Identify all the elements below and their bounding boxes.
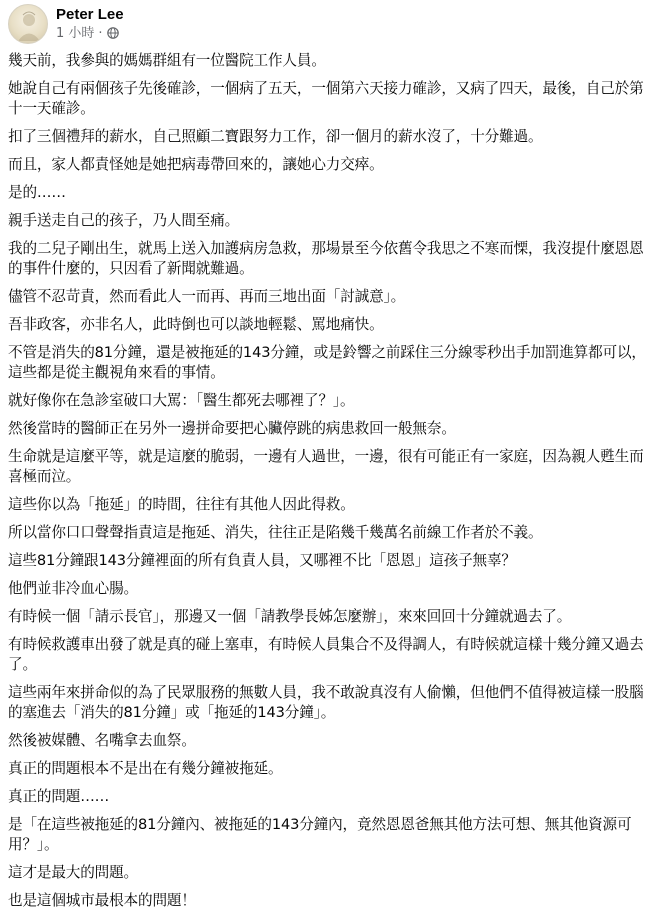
post-paragraph: 是「在這些被拖延的81分鐘內、被拖延的143分鐘內，竟然恩恩爸無其他方法可想、無其他資源可用？」。 <box>8 816 632 853</box>
post-paragraph: 不管是消失的81分鐘，還是被拖延的143分鐘，或是鈴響之前踩住三分線零秒出手加罰進算都可以，這些都是從主觀視角來看的事情。 <box>8 344 646 381</box>
author-name[interactable]: Peter Lee <box>56 5 124 23</box>
post-timestamp[interactable]: 1 小時 <box>56 25 95 41</box>
post-paragraph: 有時候一個「請示長官」，那邊又一個「請教學長姊怎麼辦」，來來回回十分鐘就過去了。 <box>8 608 572 625</box>
post-paragraph: 這些81分鐘跟143分鐘裡面的所有負責人員，又哪裡不比「恩恩」這孩子無辜？ <box>8 552 516 569</box>
meta-separator: · <box>98 25 103 41</box>
post-paragraph: 然後當時的醫師正在另外一邊拼命要把心臟停跳的病患救回一般無奈。 <box>8 420 456 437</box>
post-paragraph: 真正的問題根本不是出在有幾分鐘被拖延。 <box>8 760 283 777</box>
post-paragraph: 也是這個城市最根本的問題！ <box>8 892 196 909</box>
post-paragraph: 就好像你在急診室破口大罵：「醫生都死去哪裡了？」。 <box>8 392 355 409</box>
post-paragraph: 儘管不忍苛責，然而看此人一而再、再而三地出面「討誠意」。 <box>8 288 406 305</box>
post-paragraph: 生命就是這麼平等，就是這麼的脆弱，一邊有人過世，一邊，很有可能正有一家庭，因為親人甦生而喜極而泣。 <box>8 448 644 485</box>
post-paragraph: 這才是最大的問題。 <box>8 864 138 881</box>
post-paragraph: 親手送走自己的孩子，乃人間至痛。 <box>8 212 240 229</box>
post-paragraph: 我的二兒子剛出生，就馬上送入加護病房急救，那場景至今依舊令我思之不寒而慄，我沒提什麼恩恩的事件什麼的，只因看了新聞就難過。 <box>8 240 644 277</box>
post-paragraph: 這些兩年來拼命似的為了民眾服務的無數人員，我不敢說真沒有人偷懶，但他們不值得被這樣一股腦的塞進去「消失的81分鐘」或「拖延的143分鐘」。 <box>8 684 644 721</box>
post-paragraph: 有時候救護車出發了就是真的碰上塞車，有時候人員集合不及得調人，有時候就這樣十幾分鐘又過去了。 <box>8 636 644 673</box>
post-header <box>8 0 668 46</box>
post-paragraph: 他們並非冷血心腸。 <box>8 580 138 597</box>
post-paragraph: 這些你以為「拖延」的時間，往往有其他人因此得救。 <box>8 496 355 513</box>
author-block <box>56 5 124 42</box>
post-paragraph: 是的…… <box>8 184 66 201</box>
post-paragraph: 吾非政客，亦非名人，此時倒也可以談地輕鬆、罵地痛快。 <box>8 316 384 333</box>
post-meta <box>56 25 124 42</box>
post-body <box>8 46 668 911</box>
post-paragraph: 幾天前，我參與的媽媽群組有一位醫院工作人員。 <box>8 52 326 69</box>
globe-icon[interactable] <box>107 27 119 39</box>
avatar[interactable] <box>8 4 48 44</box>
post-paragraph: 而且，家人都責怪她是她把病毒帶回來的，讓她心力交瘁。 <box>8 156 384 173</box>
post-paragraph: 她說自己有兩個孩子先後確診，一個病了五天，一個第六天接力確診，又病了四天，最後，自己於第十一天確診。 <box>8 80 644 117</box>
post-paragraph: 所以當你口口聲聲指責這是拖延、消失，往往正是陷幾千幾萬名前線工作者於不義。 <box>8 524 543 541</box>
post-paragraph: 扣了三個禮拜的薪水，自己照顧二寶跟努力工作，卻一個月的薪水沒了，十分難過。 <box>8 128 543 145</box>
post-paragraph: 然後被媒體、名嘴拿去血祭。 <box>8 732 196 749</box>
post-paragraph: 真正的問題…… <box>8 788 110 805</box>
